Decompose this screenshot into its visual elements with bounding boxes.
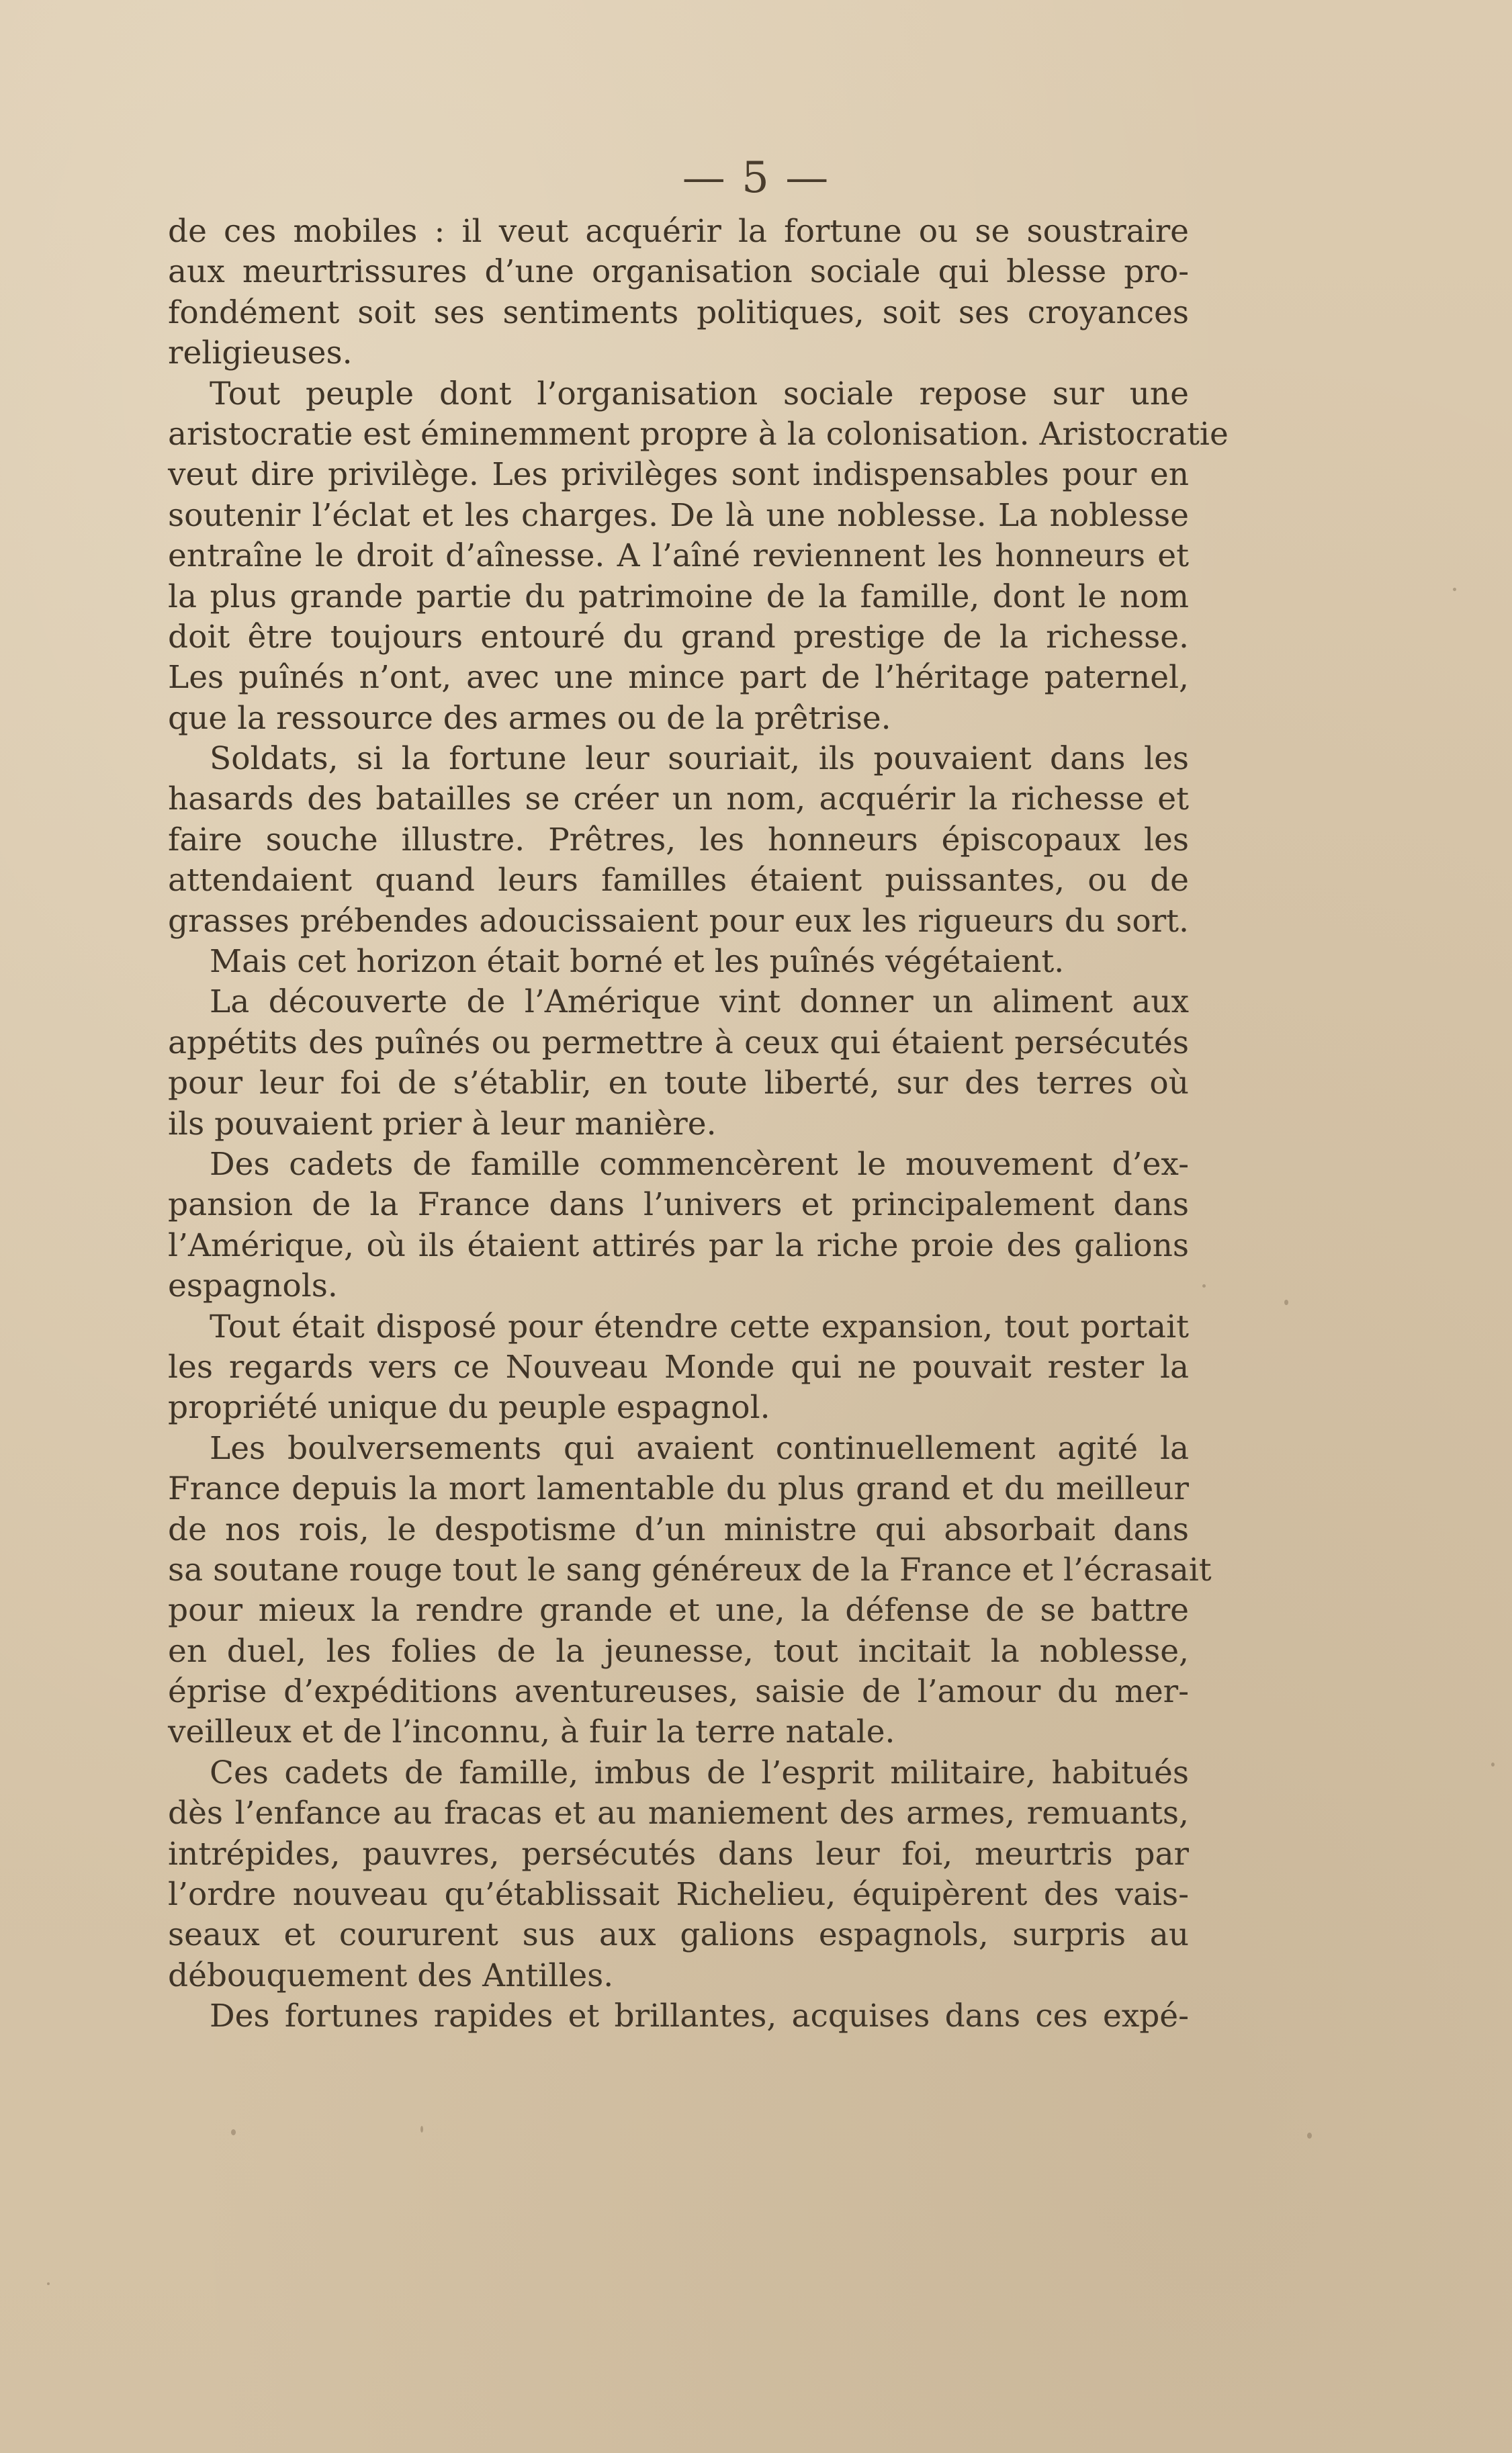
text-line: que la ressource des armes ou de la prêtrise.: [168, 699, 891, 737]
text-line: débouquement des Antilles.: [168, 1957, 614, 1994]
text-line: France depuis la mort lamentable du plus grand et du meilleur: [168, 1470, 1189, 1508]
text-line: faire souche illustre. Prêtres, les honneurs épiscopaux les: [168, 821, 1189, 858]
paper-speck: [231, 2129, 236, 2135]
body-text: [168, 212, 1229, 2037]
text-line: Tout était disposé pour étendre cette expansion, tout portait: [210, 1308, 1189, 1345]
page-number: — 5 —: [682, 153, 830, 203]
paper-speck: [1491, 1763, 1495, 1767]
text-line: la plus grande partie du patrimoine de la famille, dont le nom: [168, 578, 1189, 615]
paper-speck: [47, 2282, 50, 2285]
text-line: veilleux et de l’inconnu, à fuir la terre natale.: [168, 1713, 895, 1751]
text-line: La découverte de l’Amérique vint donner un aliment aux: [210, 983, 1189, 1021]
text-line: religieuses.: [168, 334, 353, 372]
text-line: doit être toujours entouré du grand prestige de la richesse.: [168, 618, 1189, 656]
text-line: Les boulversements qui avaient continuellement agité la: [210, 1429, 1189, 1467]
text-line: espagnols.: [168, 1267, 338, 1305]
paper-speck: [1307, 2133, 1312, 2139]
text-line: l’Amérique, où ils étaient attirés par la riche proie des galions: [168, 1226, 1189, 1264]
text-line: de nos rois, le despotisme d’un ministre qui absorbait dans: [168, 1511, 1189, 1548]
text-line: aux meurtrissures d’une organisation sociale qui blesse pro-: [168, 253, 1189, 291]
text-line: de ces mobiles : il veut acquérir la fortune ou se soustraire: [168, 213, 1189, 250]
text-line: Les puînés n’ont, avec une mince part de l’héritage paternel,: [168, 659, 1189, 697]
text-line: propriété unique du peuple espagnol.: [168, 1389, 770, 1427]
text-line: pour leur foi de s’établir, en toute liberté, sur des terres où: [168, 1065, 1189, 1102]
text-line: en duel, les folies de la jeunesse, tout incitait la noblesse,: [168, 1632, 1189, 1670]
text-line: Des fortunes rapides et brillantes, acquises dans ces expé-: [210, 1998, 1189, 2035]
text-line: Mais cet horizon était borné et les puînés végétaient.: [210, 943, 1065, 981]
text-line: pansion de la France dans l’univers et principalement dans: [168, 1186, 1189, 1224]
paper-speck: [1202, 1284, 1206, 1288]
text-line: Ces cadets de famille, imbus de l’esprit militaire, habitués: [210, 1754, 1189, 1791]
text-line: intrépides, pauvres, persécutés dans leur foi, meurtris par: [168, 1835, 1189, 1873]
text-line: l’ordre nouveau qu’établissait Richelieu, équipèrent des vais-: [168, 1876, 1189, 1914]
text-line: Tout peuple dont l’organisation sociale repose sur une: [210, 375, 1189, 412]
text-line: les regards vers ce Nouveau Monde qui ne pouvait rester la: [168, 1348, 1189, 1386]
text-line: fondément soit ses sentiments politiques, soit ses croyances: [168, 294, 1189, 331]
text-line: ils pouvaient prier à leur manière.: [168, 1105, 717, 1143]
text-line: soutenir l’éclat et les charges. De là une noblesse. La noblesse: [168, 496, 1189, 534]
text-line: aristocratie est éminemment propre à la colonisation. Aristocratie: [168, 415, 1229, 453]
text-line: veut dire privilège. Les privilèges sont indispensables pour en: [168, 456, 1189, 494]
text-line: Des cadets de famille commencèrent le mouvement d’ex-: [210, 1145, 1189, 1183]
text-line: dès l’enfance au fracas et au maniement des armes, remuants,: [168, 1795, 1189, 1832]
text-line: attendaient quand leurs familles étaient puissantes, ou de: [168, 862, 1189, 899]
text-line: pour mieux la rendre grande et une, la défense de se battre: [168, 1592, 1189, 1630]
paper-speck: [1284, 1300, 1288, 1305]
text-line: Soldats, si la fortune leur souriait, ils pouvaient dans les: [210, 740, 1189, 778]
text-line: seaux et coururent sus aux galions espagnols, surpris au: [168, 1916, 1189, 1954]
text-line: appétits des puînés ou permettre à ceux qui étaient persécutés: [168, 1024, 1189, 1061]
text-line: éprise d’expéditions aventureuses, saisie de l’amour du mer-: [168, 1673, 1189, 1711]
paper-speck: [420, 2126, 423, 2133]
text-line: hasards des batailles se créer un nom, acquérir la richesse et: [168, 780, 1189, 818]
text-line: sa soutane rouge tout le sang généreux de la France et l’écrasait: [168, 1551, 1212, 1589]
text-line: grasses prébendes adoucissaient pour eux les rigueurs du sort.: [168, 902, 1189, 940]
paper-speck: [1453, 588, 1456, 591]
text-line: entraîne le droit d’aînesse. A l’aîné reviennent les honneurs et: [168, 537, 1189, 575]
